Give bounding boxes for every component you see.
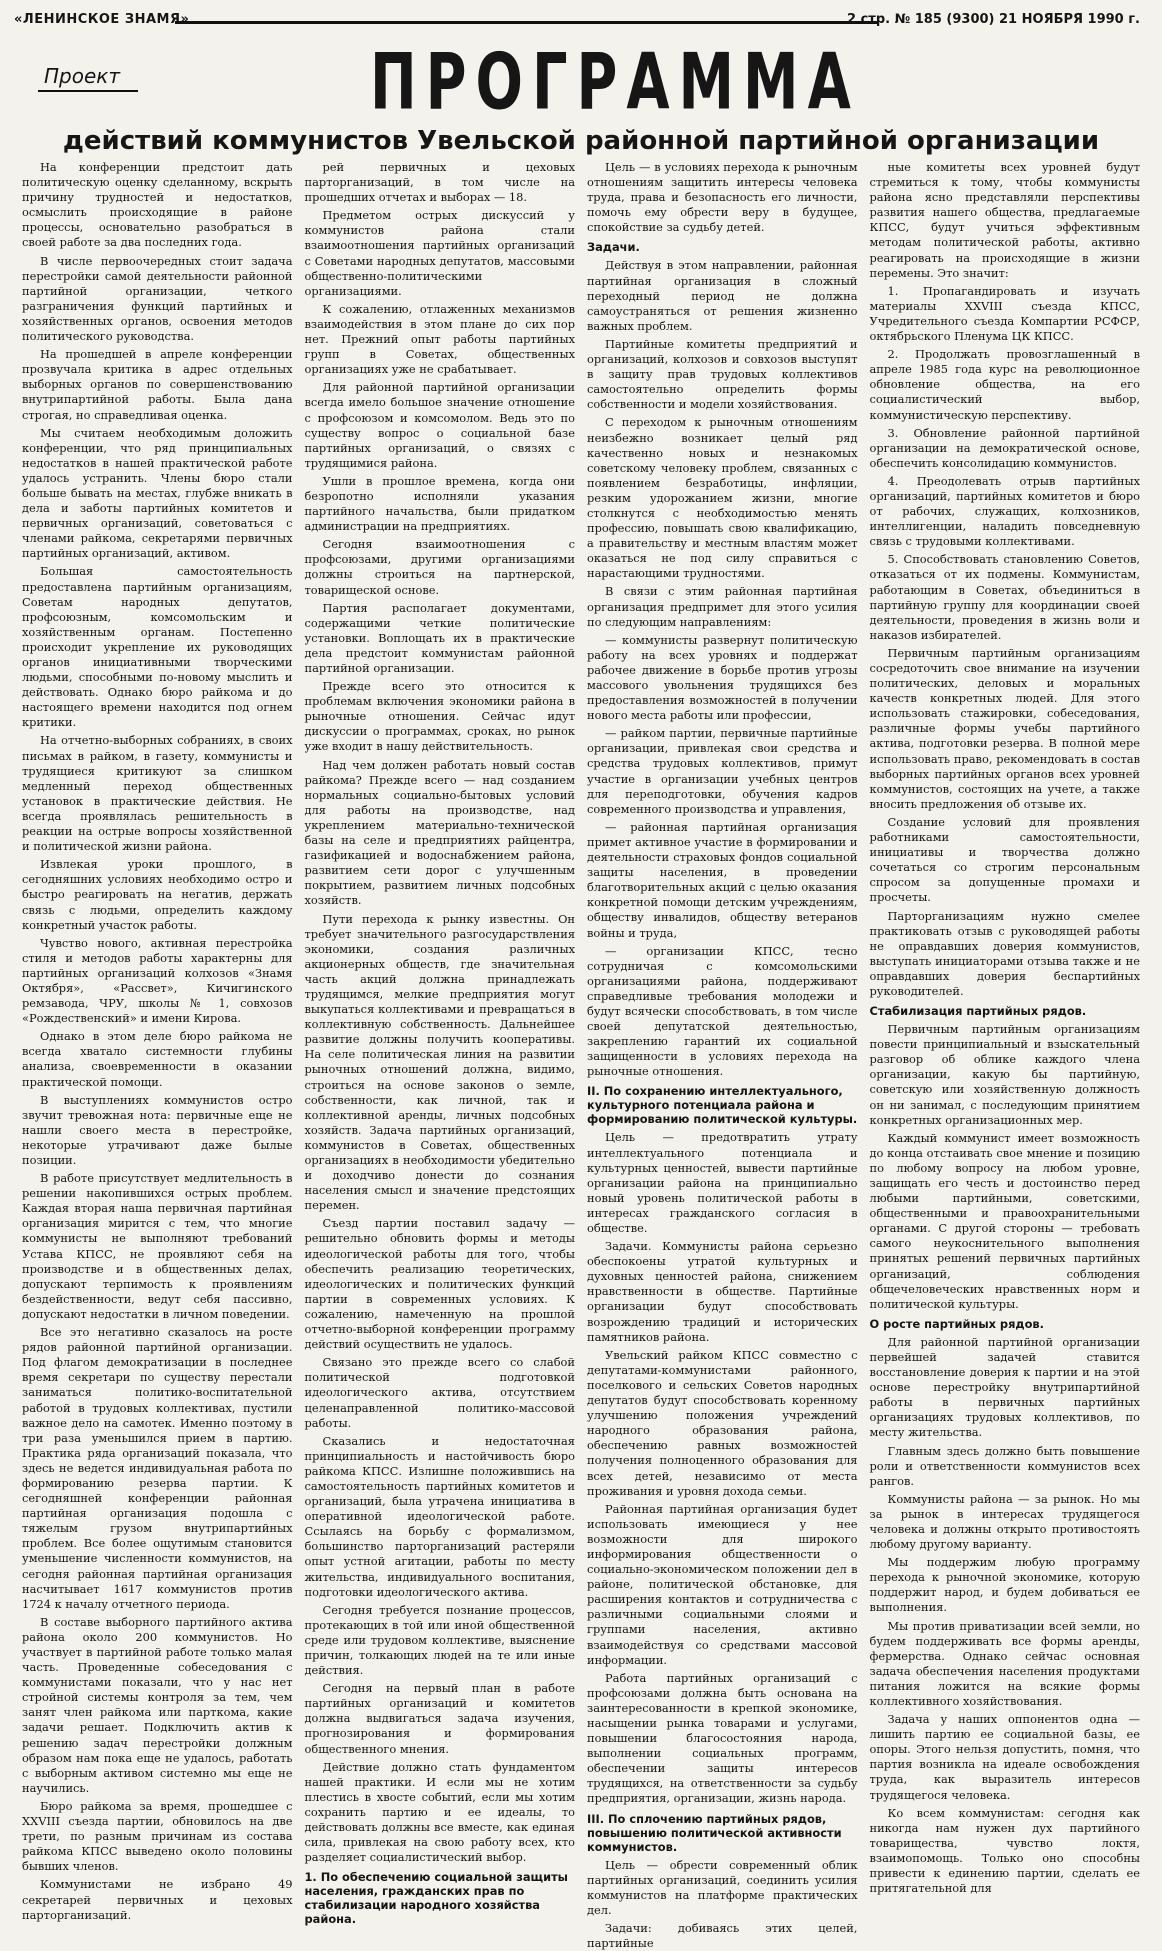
paragraph: Большая самостоятельность предоставлена партийным организациям, Советам народных депутатов, профсоюзным, комсомольским и хозяйственным органам. Постепенно происходит укрепление их руководящих органов инициативными творческими людьми, способными по-новому мыслить и действовать. Однако бюро райкома и до настоящего времени находится под огнем критики. [22, 564, 293, 730]
article-columns [22, 160, 1140, 1951]
paragraph: 3. Обновление районной партийной организации на демократической основе, обеспечить консолидацию коммунистов. [869, 425, 1140, 470]
paragraph: Сегодня требуется познание процессов, протекающих в той или иной общественной среде или трудовом коллективе, выяснение причин, толкающих людей на те или иные действия. [304, 1602, 575, 1678]
section-heading: Задачи. [587, 240, 640, 255]
paragraph: Мы считаем необходимым доложить конференции, что ряд принципиальных недостатков в нашей практической работе удалось устранить. Члены бюро стали больше бывать на местах, глубже вникать в дела и заботы партийных комитетов и первичных организаций, советоваться с членами райкома, секретарями первичных партийных организаций, активом. [22, 425, 293, 561]
section-heading: 1. По обеспечению социальной защиты населения, гражданских прав по стабилизации народного хозяйства района. [304, 1870, 568, 1927]
paragraph: Бюро райкома за время, прошедшее с XXVIII съезда партии, обновилось на две трети, по разным причинам из состава райкома КПСС выведено около половины бывших членов. [22, 1798, 293, 1874]
newspaper-name: «ЛЕНИНСКОЕ ЗНАМЯ» [14, 12, 190, 27]
paragraph: Главным здесь должно быть повышение роли и ответственности коммунистов всех рангов. [869, 1443, 1140, 1488]
paragraph: На отчетно-выборных собраниях, в своих письмах в райком, в газету, коммунисты и трудящиеся критикуют за слишком медленный переход общественных установок в практические действия. Не всегда проявлялась решительность в реакции на острые вопросы хозяйственной и политической жизни района. [22, 733, 293, 854]
paragraph: В связи с этим районная партийная организация предпримет для этого усилия по следующим направлениям: [587, 584, 858, 629]
paragraph: Задача у наших оппонентов одна — лишить партию ее социальной базы, ее опоры. Этого нельзя допустить, помня, что партия возникла на идеале освобождения труда, как выразитель интересов трудящегося человека. [869, 1712, 1140, 1802]
issue-info: 2 стр. № 185 (9300) 21 НОЯБРЯ 1990 г. [847, 12, 1140, 27]
page-subtitle: действий коммунистов Увельской районной партийной организации [62, 126, 1100, 156]
paragraph: 1. Пропагандировать и изучать материалы XXVIII съезда КПСС, Учредительного съезда Компартии РСФСР, октябрьского Пленума ЦК КПСС. [869, 283, 1140, 344]
paragraph: Каждый коммунист имеет возможность до конца отстаивать свое мнение и позицию по любому вопросу на любом уровне, защищать его честь и достоинство перед любыми партийными, советскими, общественными и правоохранительными органами. С другой стороны — требовать самого неукоснительного выполнения принятых решений первичных партийных организаций, соблюдения общечеловеческих нравственных норм и политической культуры. [869, 1130, 1140, 1311]
paragraph: Первичным партийным организациям повести принципиальный и взыскательный разговор об облике каждого члена организации, какую бы партийную, советскую или хозяйственную должность он ни занимал, с последующим принятием конкретных организационных мер. [869, 1022, 1140, 1127]
paragraph: Увельский райком КПСС совместно с депутатами-коммунистами районного, поселкового и сельских Советов народных депутатов будут способствовать коренному улучшению положения учреждений народного образования района, обеспечению равных возможностей получения полноценного образования для всех детей, независимо от места проживания и уровня дохода семьи. [587, 1347, 858, 1498]
paragraph: Мы поддержим любую программу перехода к рыночной экономике, которую поддержит народ, и будем добиваться ее выполнения. [869, 1555, 1140, 1615]
paragraph: — районная партийная организация примет активное участие в формировании и деятельности страховых фондов социальной защиты населения, в проведении благотворительных акций с целью оказания конкретной помощи детским учреждениям, обществу инвалидов, обществу ветеранов войны и труда, [587, 819, 858, 940]
article-column-4 [869, 160, 1141, 1896]
paragraph: Мы против приватизации всей земли, но будем поддерживать все формы аренды, фермерства. Однако сейчас основная задача обеспечения населения продуктами питания ложится на всякие формы коллективного хозяйствования. [869, 1618, 1140, 1708]
paragraph: Ушли в прошлое времена, когда они безропотно исполняли указания партийного начальства, были придатком администрации на предприятиях. [304, 473, 575, 534]
paragraph: Цель — предотвратить утрату интеллектуального потенциала и культурных ценностей, вывести партийные организации района на принципиально новый уровень политической работы в интересах гражданского согласия в обществе. [587, 1130, 858, 1235]
paragraph: 5. Способствовать становлению Советов, отказаться от их подмены. Коммунистам, работающим в Советах, объединиться в партийную группу для координации своей деятельности, проведения в жизнь воли и наказов избирателей. [869, 552, 1140, 642]
paragraph: Задачи: добиваясь этих целей, партийные [587, 1920, 858, 1951]
paragraph: ные комитеты всех уровней будут стремиться к тому, чтобы коммунисты района ясно представляли перспективы развития нашего общества, предлагаемые КПСС, будут учиться эффективным методам политической работы, активно реагировать на происходящие в жизни перемены. Это значит: [869, 160, 1140, 280]
paragraph: Цель — обрести современный облик партийных организаций, соединить усилия коммунистов на платформе практических дел. [587, 1857, 858, 1917]
section-heading: II. По сохранению интеллектуального, культурного потенциала района и формированию политической культуры. [587, 1084, 858, 1127]
paragraph: 2. Продолжать провозглашенный в апреле 1985 года курс на революционное обновление общества, на его социалистический выбор, коммунистическую перспективу. [869, 347, 1140, 422]
page-title: ПРОГРАММА [370, 36, 860, 128]
paragraph: Для районной партийной организации первейшей задачей ставится восстановление доверия к партии и на этой основе перестройку внутрипартийной работы в первичных партийных организациях трудовых коллективов, по месту жительства. [869, 1334, 1140, 1440]
paragraph: Однако в этом деле бюро райкома не всегда хватало системности глубины анализа, своевременности в оказании практической помощи. [22, 1029, 293, 1089]
paragraph: рей первичных и цеховых парторганизаций, в том числе на прошедших отчетах и выборах — 18. [304, 160, 575, 205]
paragraph: Для районной партийной организации всегда имело большое значение отношение с профсоюзом и комсомолом. Ведь это по существу вопрос о социальной базе партийных организаций, о связях с трудящимися района. [304, 380, 575, 470]
paragraph: Все это негативно сказалось на росте рядов районной партийной организации. Под флагом демократизации в последнее время секретари по существу перестали заниматься политико-воспитательной работой в трудовых коллективах, пустили важное дело на самотек. Именно поэтому в три раза уменьшился прием в партию. Практика ряда организаций показала, что здесь не ведется индивидуальная работа по формированию резерва партии. К сегодняшней конференции районная партийная организация подошла с тяжелым грузом внутрипартийных проблем. Все более ощутимым становится уменьшение численности коммунистов, на сегодня районная партийная организация насчитывает 1617 коммунистов против 1724 к началу отчетного периода. [22, 1325, 293, 1611]
paragraph: На прошедшей в апреле конференции прозвучала критика в адрес отдельных выборных органов по совершенствованию внутрипартийной работы. Была дана строгая, но справедливая оценка. [22, 347, 293, 422]
paragraph: Первичным партийным организациям сосредоточить свое внимание на изучении политических, деловых и моральных качеств конкретных людей. Для этого использовать стажировки, собеседования, различные формы учебы партийного актива, подготовки резерва. В полной мере использовать право, рекомендовать в состав выборных партийных органов всех уровней коммунистов, состоящих на учете, а также вносить предложения об отзыве их. [869, 645, 1140, 811]
paragraph: Предметом острых дискуссий у коммунистов района стали взаимоотношения партийных организаций с Советами народных депутатов, массовыми общественно-политическими организациями. [304, 208, 575, 298]
paragraph: 4. Преодолевать отрыв партийных организаций, партийных комитетов и бюро от рабочих, служащих, колхозников, интеллигенции, наладить повседневную связь с трудовыми коллективами. [869, 473, 1140, 549]
paragraph: Задачи. Коммунисты района серьезно обеспокоены утратой культурных и духовных ценностей района, снижением нравственности в обществе. Партийные организации будут способствовать возрождению традиций и исторических памятников района. [587, 1239, 858, 1344]
paragraph: Прежде всего это относится к проблемам включения экономики района в рыночные отношения. Сейчас идут дискуссии о программах, сроках, но рынок уже входит в нашу действительность. [304, 679, 575, 754]
paragraph: Сегодня взаимоотношения с профсоюзами, другими организациями должны строиться на партнерской, товарищеской основе. [304, 537, 575, 597]
paragraph: — коммунисты развернут политическую работу на всех уровнях и поддержат рабочее движение в борьбе против угрозы массового увольнения трудящихся без предоставления возможностей в получении нового места работы или профессии, [587, 632, 858, 723]
paragraph: В выступлениях коммунистов остро звучит тревожная нота: первичные еще не нашли своего места в перестройке, некоторые утрачивают даже былые позиции. [22, 1092, 293, 1167]
paragraph: Парторганизациям нужно смелее практиковать отзыв с руководящей работы не оправдавших доверия коммунистов, выступать инициаторами отзыва также и не оправдавших доверия беспартийных руководителей. [869, 908, 1140, 998]
paragraph: На конференции предстоит дать политическую оценку сделанному, вскрыть причину трудностей и недостатков, осмыслить происходящие в районе процессы, основательно разобраться в своей работе за два последних года. [22, 160, 293, 250]
paragraph: С переходом к рыночным отношениям неизбежно возникает целый ряд качественно новых и незнакомых советскому человеку проблем, связанных с появлением безработицы, инфляции, резким удорожанием жизни, многие столкнутся с необходимостью менять профессию, повышать свою квалификацию, а правительству и местным властям может оказаться не под силу справиться с нарастающими трудностями. [587, 415, 858, 581]
header-rule [175, 21, 877, 24]
paragraph: В составе выборного партийного актива района около 200 коммунистов. Но участвует в партийной работе только малая часть. Проведенные собеседования с коммунистами показали, что у нас нет стройной системы контроля за тем, чем занят член райкома или парткома, какие задачи решает. Подключить актив к решению задач перестройки должным образом нам пока еще не удалось, работать с выборным активом системно мы еще не научились. [22, 1614, 293, 1795]
paragraph: Работа партийных организаций с профсоюзами должна быть основана на заинтересованности в крепкой экономике, насыщении рынка товарами и услугами, повышении благосостояния народа, выполнении социальных программ, обеспечении защиты интересов трудящихся, на ответственности за судьбу предприятия, организации, жизнь народа. [587, 1670, 858, 1806]
project-underline [38, 90, 138, 92]
article-column-2 [304, 160, 576, 1927]
paragraph: Пути перехода к рынку известны. Он требует значительного разгосударствления экономики, создания различных акционерных обществ, где значительная часть акций должна принадлежать трудящимся, мелкие предприятия могут выкупаться коллективами и превращаться в коллективную собственность. Дальнейшее развитие должны получить кооперативы. На селе политическая линия на развитии рыночных отношений должна, видимо, строиться на основе законов о земле, собственности, как личной, так и коллективной аренды, личных подсобных хозяйств. Задача партийных организаций, коммунистов в Советах, общественных организациях в необходимости убедительно и доходчиво донести до сознания населения смысл и значение предстоящих перемен. [304, 911, 575, 1213]
paragraph: Связано это прежде всего со слабой политической подготовкой идеологического актива, отсутствием целенаправленной политико-массовой работы. [304, 1355, 575, 1430]
paragraph: Ко всем коммунистам: сегодня как никогда нам нужен дух партийного товарищества, чувство локтя, взаимопомощь. Только оно способны привести к единению партии, сделать ее притягательной для [869, 1805, 1140, 1896]
section-heading: III. По сплочению партийных рядов, повышению политической активности коммунистов. [587, 1811, 842, 1854]
article-column-3 [587, 160, 858, 1951]
paragraph: — райком партии, первичные партийные организации, привлекая свои средства и средства трудовых коллективов, примут участие в организации учебных центров для переподготовки, обучения кадров современного производства и управления, [587, 726, 858, 816]
section-heading: О росте партийных рядов. [869, 1316, 1044, 1331]
paragraph: В числе первоочередных стоит задача перестройки самой деятельности районной партийной организации, четкого разграничения функций партийных и хозяйственных органов, освоения методов политического руководства. [22, 253, 293, 344]
paragraph: Партия располагает документами, содержащими четкие политические установки. Воплощать их в практические дела предстоит коммунистам районной партийной организации. [304, 600, 575, 675]
paragraph: Извлекая уроки прошлого, в сегодняшних условиях необходимо остро и быстро реагировать на негатив, держать связь с людьми, определить каждому конкретный участок работы. [22, 857, 293, 932]
paragraph: Сказались и недостаточная принципиальность и настойчивость бюро райкома КПСС. Излишне положившись на самостоятельность партийных комитетов и организаций, была утрачена инициатива в оперативной идеологической работе. Ссылаясь на борьбу с формализмом, большинство парторганизаций растеряли опыт устной агитации, работы по месту жительства, индивидуального воспитания, подготовки идеологического актива. [304, 1433, 575, 1599]
article-column-1 [22, 160, 293, 1922]
paragraph: Цель — в условиях перехода к рыночным отношениям защитить интересы человека труда, права и безопасность его личности, помочь ему обрести веру в будущее, спокойствие за судьбу детей. [587, 160, 858, 235]
project-label: Проект [44, 64, 121, 88]
paragraph: Партийные комитеты предприятий и организаций, колхозов и совхозов выступят в защиту прав трудовых коллективов самостоятельно определить формы собственности и модели хозяйствования. [587, 336, 858, 412]
paragraph: Чувство нового, активная перестройка стиля и методов работы характерны для партийных организаций колхозов «Знамя Октября», «Рассвет», Кичигинского ремзавода, ЧРУ, школы № 1, совхозов «Рождественский» и имени Кирова. [22, 935, 293, 1026]
paragraph: Съезд партии поставил задачу — решительно обновить формы и методы идеологической работы для того, чтобы обеспечить реализацию теоретических, идеологических и политических функций партии в современных условиях. К сожалению, намеченную на прошлой отчетно-выборной конференции программу действий осуществить не удалось. [304, 1216, 575, 1352]
paragraph: — организации КПСС, тесно сотрудничая с комсомольскими организациями района, поддерживают справедливые требования молодежи и будут всячески способствовать, в том числе своей депутатской деятельностью, закреплению гарантий их социальной защищенности в условиях перехода на рыночные отношения. [587, 943, 858, 1079]
paragraph: К сожалению, отлаженных механизмов взаимодействия в этом плане до сих пор нет. Прежний опыт работы партийных групп в Советах, общественных организациях уже не срабатывает. [304, 301, 575, 377]
paragraph: Действуя в этом направлении, районная партийная организация в сложный переходный период не должна самоустраняться от решения жизненно важных проблем. [587, 258, 858, 333]
paragraph: В работе присутствует медлительность в решении накопившихся острых проблем. Каждая вторая наша первичная партийная организация мирится с тем, что многие коммунисты не выполняют требований Устава КПСС, не проявляют себя на производстве и в общественных делах, допускают терпимость к проявлениям бездейственности, ведут себя пассивно, допускают недостатки в личном поведении. [22, 1171, 293, 1321]
section-heading: Стабилизация партийных рядов. [869, 1004, 1087, 1019]
paragraph: Районная партийная организация будет использовать имеющиеся у нее возможности для широкого информирования общественности о социально-экономическом положении дел в районе, политической обстановке, для расширения контактов и сотрудничества с различными социальными слоями и группами населения, активно взаимодействуя со средствами массовой информации. [587, 1501, 858, 1667]
paragraph: Коммунисты района — за рынок. Но мы за рынок в интересах трудящегося человека и должны открыто противостоять любому другому варианту. [869, 1491, 1140, 1552]
paragraph: Создание условий для проявления работниками самостоятельности, инициативы и творчества должно сочетаться со строгим персональным спросом за допущенные промахи и просчеты. [869, 814, 1140, 905]
paragraph: Коммунистами не избрано 49 секретарей первичных и цеховых парторганизаций. [22, 1877, 293, 1922]
paragraph: Действие должно стать фундаментом нашей практики. И если мы не хотим плестись в хвосте событий, если мы хотим сохранить партию и ее идеалы, то действовать должны все вместе, как единая сила, привлекая на свою работу всех, кто разделяет социалистический выбор. [304, 1759, 575, 1865]
paragraph: Сегодня на первый план в работе партийных организаций и комитетов должна выдвигаться задача изучения, прогнозирования и формирования общественного мнения. [304, 1681, 575, 1756]
paragraph: Над чем должен работать новый состав райкома? Прежде всего — над созданием нормальных социально-бытовых условий для работы на производстве, над укреплением материально-технической базы на селе и предприятиях райцентра, газификацией и водоснабжением района, развитием сети дорог с улучшенным покрытием, развитием личных подсобных хозяйств. [304, 757, 575, 908]
